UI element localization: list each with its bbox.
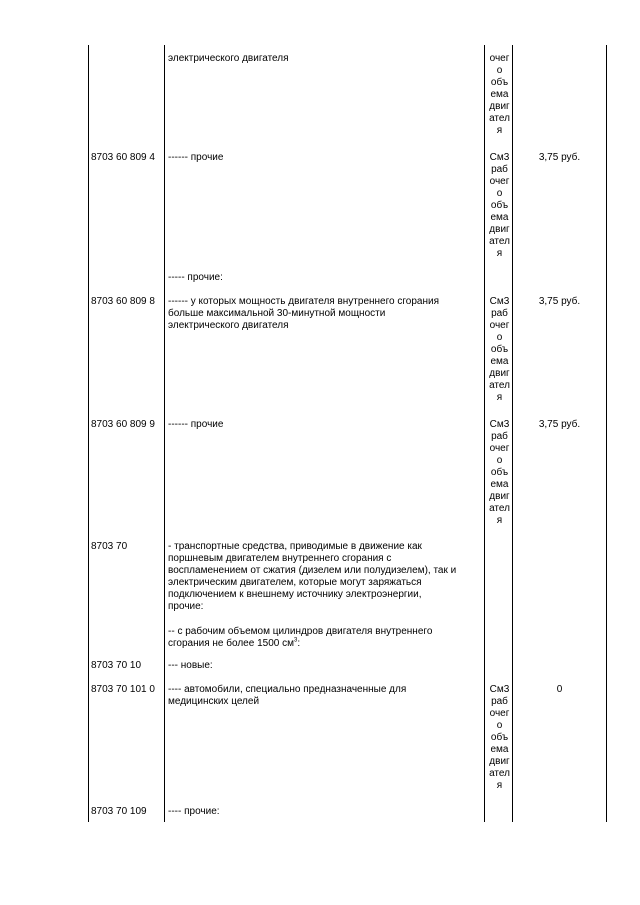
row-description xyxy=(168,660,213,672)
description-line: электрического двигателя xyxy=(168,53,289,64)
unit-line: ема xyxy=(490,89,509,100)
tariff-code: 8703 70 109 xyxy=(91,806,147,817)
column-divider-description xyxy=(484,45,485,822)
unit-line: двиг xyxy=(489,491,510,502)
unit-line: я xyxy=(496,248,503,259)
unit-line: ател xyxy=(489,113,510,124)
unit-line: ател xyxy=(489,503,510,514)
row-description xyxy=(168,53,289,65)
unit-line: См3 xyxy=(489,419,510,430)
unit-line: очег xyxy=(489,320,510,331)
description-line: электрического двигателя xyxy=(168,320,289,331)
unit-line: очег xyxy=(489,53,510,64)
description-line: подключением к внешнему источнику электроэнергии, xyxy=(168,589,422,600)
unit-line: объ xyxy=(490,344,509,355)
unit-line: ател xyxy=(489,236,510,247)
row-description xyxy=(168,296,439,332)
tariff-code: 8703 60 809 9 xyxy=(91,419,155,430)
superscript-exponent: 3 xyxy=(293,637,298,644)
unit-line: двиг xyxy=(489,224,510,235)
unit-of-measure xyxy=(487,53,512,137)
description-punctuation: : xyxy=(297,638,301,649)
description-line: медицинских целей xyxy=(168,696,260,707)
unit-line: ател xyxy=(489,768,510,779)
description-line: ----- прочие: xyxy=(168,272,223,283)
unit-line: ема xyxy=(490,356,509,367)
unit-line: о xyxy=(496,720,503,731)
unit-line: ема xyxy=(490,212,509,223)
description-line: электрическим двигателем, которые могут заряжаться xyxy=(168,577,422,588)
unit-line: двиг xyxy=(489,101,510,112)
row-description xyxy=(168,272,223,284)
row-description xyxy=(168,541,456,613)
description-line: ------ у которых мощность двигателя внутреннего сгорания xyxy=(168,296,440,307)
unit-line: я xyxy=(496,125,503,136)
description-line: ---- автомобили, специально предназначенные для xyxy=(168,684,407,695)
unit-line: очег xyxy=(489,443,510,454)
unit-line: я xyxy=(496,515,503,526)
description-text: сгорания не более 1500 см xyxy=(168,638,294,649)
unit-of-measure xyxy=(487,419,512,527)
duty-rate: 3,75 руб. xyxy=(538,152,581,163)
unit-line: См3 xyxy=(489,296,510,307)
unit-line: См3 xyxy=(489,152,510,163)
unit-line: объ xyxy=(490,77,509,88)
unit-line: раб xyxy=(491,164,508,175)
description-line: ------ прочие xyxy=(168,419,224,430)
row-description xyxy=(168,684,406,708)
tariff-code: 8703 70 10 xyxy=(91,660,142,671)
description-line: -- с рабочим объемом цилиндров двигателя внутреннего xyxy=(168,626,433,637)
unit-line: двиг xyxy=(489,756,510,767)
description-line: --- новые: xyxy=(168,660,213,671)
unit-line: раб xyxy=(491,308,508,319)
tariff-code: 8703 60 809 8 xyxy=(91,296,155,307)
description-line: ---- прочие: xyxy=(168,806,220,817)
unit-of-measure xyxy=(487,684,512,792)
tariff-code: 8703 60 809 4 xyxy=(91,152,155,163)
tariff-code: 8703 70 101 0 xyxy=(91,684,155,695)
row-description xyxy=(168,806,220,818)
unit-line: о xyxy=(496,332,503,343)
row-description xyxy=(168,152,223,164)
unit-line: очег xyxy=(489,708,510,719)
duty-rate: 0 xyxy=(556,684,563,695)
unit-line: объ xyxy=(490,732,509,743)
table-border-left xyxy=(88,45,89,822)
unit-line: о xyxy=(496,188,503,199)
unit-line: раб xyxy=(491,696,508,707)
description-line: - транспортные средства, приводимые в движение как xyxy=(168,541,422,552)
unit-line: о xyxy=(496,455,503,466)
table-border-right xyxy=(606,45,607,822)
duty-rate: 3,75 руб. xyxy=(538,296,581,307)
unit-line: о xyxy=(496,65,503,76)
unit-line: ема xyxy=(490,744,509,755)
tariff-code: 8703 70 xyxy=(91,541,128,552)
unit-line: объ xyxy=(490,200,509,211)
description-line: воспламенением от сжатия (дизелем или полудизелем), так и xyxy=(168,565,457,576)
row-description xyxy=(168,419,223,431)
unit-line: раб xyxy=(491,431,508,442)
unit-line: объ xyxy=(490,467,509,478)
description-line: прочие: xyxy=(168,601,204,612)
unit-line: очег xyxy=(489,176,510,187)
duty-rate: 3,75 руб. xyxy=(538,419,581,430)
column-divider-code xyxy=(164,45,165,822)
row-description xyxy=(168,626,432,650)
unit-line: я xyxy=(496,392,503,403)
description-line: больше максимальной 30-минутной мощности xyxy=(168,308,386,319)
unit-line: ател xyxy=(489,380,510,391)
description-line: ------ прочие xyxy=(168,152,224,163)
unit-line: См3 xyxy=(489,684,510,695)
description-line xyxy=(168,638,432,650)
unit-line: я xyxy=(496,780,503,791)
unit-line: ема xyxy=(490,479,509,490)
unit-of-measure xyxy=(487,152,512,260)
unit-line: двиг xyxy=(489,368,510,379)
description-line: поршневым двигателем внутреннего сгорания с xyxy=(168,553,392,564)
unit-of-measure xyxy=(487,296,512,404)
